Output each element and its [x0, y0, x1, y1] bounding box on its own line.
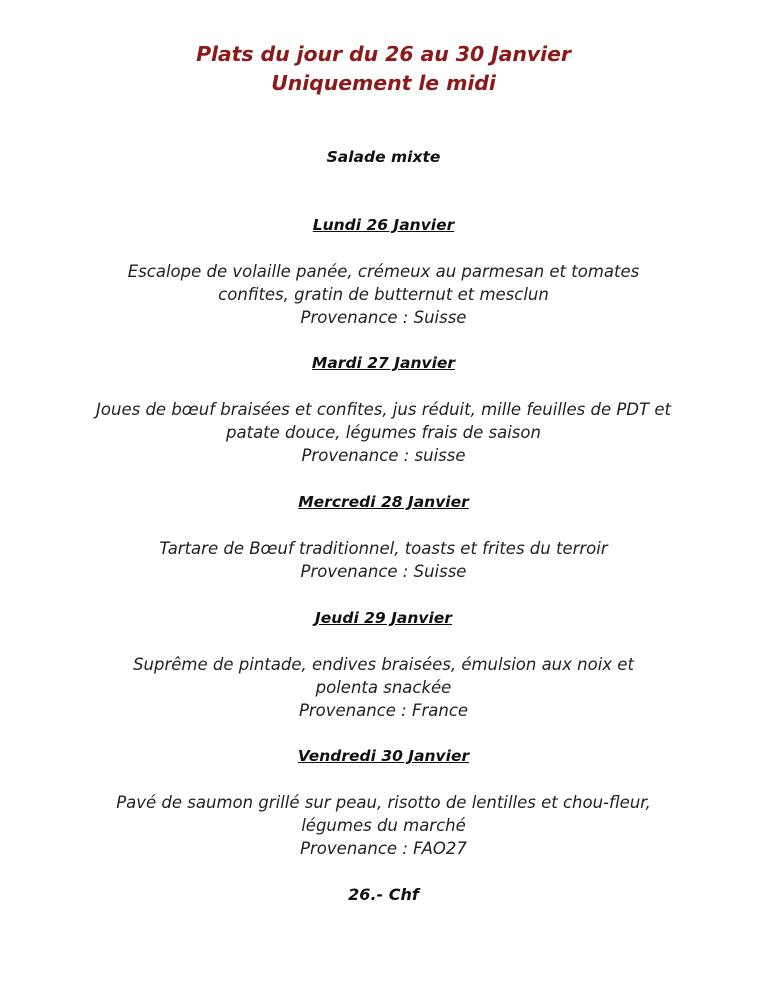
day-heading: Lundi 26 Janvier	[312, 216, 455, 234]
day-heading: Mardi 27 Janvier	[311, 354, 456, 372]
day-thursday	[0, 607, 767, 722]
dish-description	[0, 537, 767, 583]
dish-line: Suprême de pintade, endives braisées, émulsion aux noix et	[133, 655, 634, 674]
dish-line: confites, gratin de butternut et mesclun	[218, 285, 549, 304]
dish-description	[0, 653, 767, 722]
starter-salad: Salade mixte	[326, 148, 441, 166]
dish-description	[0, 260, 767, 329]
menu-price: 26.- Chf	[348, 885, 419, 904]
title-dates: Plats du jour du 26 au 30 Janvier	[196, 42, 571, 66]
dish-description	[0, 398, 767, 467]
day-heading: Jeudi 29 Janvier	[315, 609, 452, 627]
dish-line: Escalope de volaille panée, crémeux au parmesan et tomates	[127, 262, 640, 281]
day-monday	[0, 214, 767, 329]
day-friday	[0, 745, 767, 860]
dish-origin: Provenance : suisse	[301, 446, 466, 465]
dish-origin: Provenance : Suisse	[300, 562, 467, 581]
dish-origin: Provenance : FAO27	[300, 839, 467, 858]
dish-line: Tartare de Bœuf traditionnel, toasts et frites du terroir	[159, 539, 608, 558]
dish-line: polenta snackée	[315, 678, 452, 697]
dish-line: patate douce, légumes frais de saison	[226, 423, 541, 442]
day-wednesday	[0, 491, 767, 583]
dish-line: Joues de bœuf braisées et confites, jus réduit, mille feuilles de PDT et	[96, 400, 671, 419]
dish-description	[0, 791, 767, 860]
dish-line: Pavé de saumon grillé sur peau, risotto de lentilles et chou-fleur,	[116, 793, 651, 812]
day-heading: Vendredi 30 Janvier	[297, 747, 470, 765]
menu-title	[0, 40, 767, 98]
day-tuesday	[0, 352, 767, 467]
title-subtitle: Uniquement le midi	[271, 71, 496, 95]
day-heading: Mercredi 28 Janvier	[298, 493, 469, 511]
dish-origin: Provenance : Suisse	[300, 308, 467, 327]
dish-line: légumes du marché	[301, 816, 466, 835]
dish-origin: Provenance : France	[298, 701, 469, 720]
